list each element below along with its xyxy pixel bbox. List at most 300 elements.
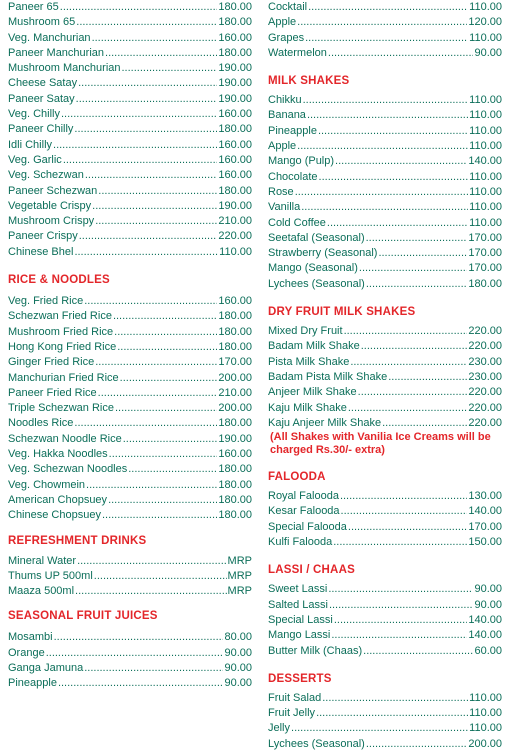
dot-leader	[74, 416, 217, 431]
menu-item-row	[268, 706, 502, 721]
menu-section-starters	[8, 0, 252, 260]
menu-item-name: Grapes	[268, 31, 305, 44]
menu-section-juices	[8, 608, 252, 691]
menu-item-row	[268, 628, 502, 643]
section-title: SEASONAL FRUIT JUICES	[8, 610, 158, 623]
menu-item-row	[268, 355, 502, 370]
menu-item-price: 170.00	[468, 231, 502, 244]
menu-item-name: Badam Milk Shake	[268, 340, 360, 353]
menu-item-row	[8, 646, 252, 661]
dot-leader	[319, 170, 469, 185]
dot-leader	[98, 386, 218, 401]
menu-item-price: 140.00	[468, 505, 502, 518]
dot-leader	[334, 613, 468, 628]
menu-item-row	[268, 385, 502, 400]
menu-item-price: 180.00	[468, 277, 502, 290]
menu-item-price: 160.00	[218, 108, 252, 121]
menu-section-dry-fruit	[268, 304, 502, 457]
menu-item-row	[8, 355, 252, 370]
menu-item-name: American Chopsuey	[8, 493, 108, 506]
menu-item-list	[8, 294, 252, 523]
menu-item-name: Royal Falooda	[268, 490, 339, 503]
dot-leader	[303, 93, 469, 108]
menu-item-name: Paneer 65	[8, 1, 59, 13]
menu-item-price: 90.00	[474, 598, 502, 611]
dot-leader	[340, 489, 467, 504]
menu-item-name: Manchurian Fried Rice	[8, 371, 119, 384]
section-title: DESSERTS	[268, 672, 332, 685]
surcharge-note: (All Shakes with Vanilia Ice Creams will be charged Rs.30/- extra)	[270, 431, 491, 457]
menu-item-name: Mushroom Manchurian	[8, 62, 121, 75]
menu-item-row	[8, 61, 252, 76]
dot-leader	[366, 231, 468, 246]
dot-leader	[98, 184, 217, 199]
menu-item-name: Sweet Lassi	[268, 583, 328, 596]
menu-item-name: Mango (Seasonal)	[268, 262, 358, 275]
dot-leader	[76, 15, 217, 30]
menu-item-row	[8, 401, 252, 416]
menu-item-name: Noodles Rice	[8, 417, 74, 430]
menu-item-name: Strawberry (Seasonal)	[268, 247, 378, 260]
menu-item-price: 180.00	[218, 340, 252, 353]
section-title: MILK SHAKES	[268, 75, 350, 88]
menu-item-name: Pineapple	[268, 124, 317, 137]
menu-item-name: Paneer Crispy	[8, 230, 78, 243]
menu-item-price: 160.00	[218, 448, 252, 461]
menu-item-list	[268, 582, 502, 658]
dot-leader	[76, 92, 218, 107]
menu-item-row	[8, 325, 252, 340]
menu-item-name: Lychees (Seasonal)	[268, 737, 365, 750]
menu-item-price: MRP	[227, 569, 252, 582]
dot-leader	[46, 646, 224, 661]
dot-leader	[363, 644, 473, 659]
menu-item-name: Kaju Anjeer Milk Shake	[268, 416, 382, 429]
menu-item-row	[268, 139, 502, 154]
menu-item-name: Ginger Fried Rice	[8, 356, 95, 369]
menu-item-price: 220.00	[468, 325, 502, 338]
dot-leader	[382, 416, 467, 431]
menu-item-name: Fruit Jelly	[268, 707, 316, 720]
menu-item-price: 110.00	[469, 1, 502, 13]
dot-leader	[378, 246, 467, 261]
menu-item-row	[8, 214, 252, 229]
dot-leader	[74, 122, 217, 137]
menu-item-row	[268, 93, 502, 108]
menu-item-row	[268, 691, 502, 706]
menu-item-row	[268, 582, 502, 597]
menu-item-price: 180.00	[218, 493, 252, 506]
dot-leader	[348, 401, 467, 416]
menu-item-name: Kulfi Falooda	[268, 536, 333, 549]
menu-item-price: 220.00	[468, 340, 502, 353]
menu-item-price: 160.00	[218, 153, 252, 166]
menu-item-row	[268, 46, 502, 61]
menu-item-row	[8, 184, 252, 199]
menu-item-price: 110.00	[469, 31, 502, 44]
dot-leader	[318, 124, 468, 139]
menu-item-row	[268, 644, 502, 659]
menu-item-name: Mineral Water	[8, 554, 77, 567]
menu-item-row	[8, 416, 252, 431]
menu-item-row	[268, 216, 502, 231]
menu-item-price: 110.00	[469, 216, 502, 229]
menu-item-name: Banana	[268, 109, 306, 122]
menu-item-price: 120.00	[468, 16, 502, 29]
menu-item-price: 110.00	[469, 109, 502, 122]
menu-item-price: 160.00	[218, 31, 252, 44]
menu-item-price: 110.00	[469, 707, 502, 720]
menu-item-row	[268, 613, 502, 628]
menu-item-row	[8, 122, 252, 137]
menu-item-row	[8, 138, 252, 153]
dot-leader	[58, 676, 224, 691]
dot-leader	[84, 294, 217, 309]
menu-item-price: 110.00	[219, 245, 252, 258]
dot-leader	[78, 76, 217, 91]
menu-item-price: 180.00	[218, 417, 252, 430]
menu-item-row	[8, 386, 252, 401]
dot-leader	[53, 138, 217, 153]
dot-leader	[102, 508, 217, 523]
menu-item-price: 110.00	[469, 722, 502, 735]
dot-leader	[77, 554, 226, 569]
dot-leader	[305, 31, 468, 46]
menu-item-name: Pineapple	[8, 677, 57, 690]
menu-item-price: 180.00	[218, 463, 252, 476]
menu-item-price: 210.00	[218, 215, 252, 228]
menu-item-row	[8, 478, 252, 493]
dot-leader	[328, 46, 474, 61]
menu-item-row	[8, 309, 252, 324]
menu-item-name: Mushroom Crispy	[8, 215, 95, 228]
menu-item-row	[8, 168, 252, 183]
menu-item-list	[8, 554, 252, 600]
dot-leader	[85, 168, 218, 183]
menu-item-row	[8, 76, 252, 91]
dot-leader	[123, 432, 218, 447]
menu-item-name: Veg. Schezwan	[8, 169, 84, 182]
menu-item-name: Schezwan Noodle Rice	[8, 432, 122, 445]
menu-item-row	[8, 661, 252, 676]
menu-item-price: 180.00	[218, 184, 252, 197]
menu-item-price: 150.00	[468, 536, 502, 549]
menu-section-falooda	[268, 469, 502, 550]
menu-item-price: 190.00	[218, 199, 252, 212]
menu-item-name: Ganga Jamuna	[8, 661, 84, 674]
dot-leader	[115, 401, 217, 416]
menu-item-row	[8, 554, 252, 569]
menu-item-name: Mushroom 65	[8, 16, 76, 29]
menu-item-price: 220.00	[468, 416, 502, 429]
menu-item-name: Mango (Pulp)	[268, 155, 335, 168]
section-title: REFRESHMENT DRINKS	[8, 534, 147, 547]
menu-item-price: 170.00	[218, 356, 252, 369]
menu-item-price: 110.00	[469, 185, 502, 198]
menu-item-name: Fruit Salad	[268, 691, 322, 704]
menu-item-row	[8, 15, 252, 30]
menu-item-row	[268, 401, 502, 416]
menu-item-price: 230.00	[468, 370, 502, 383]
dot-leader	[301, 200, 468, 215]
menu-item-price: 180.00	[218, 46, 252, 59]
dot-leader	[105, 46, 217, 61]
dot-leader	[79, 229, 218, 244]
dot-leader	[61, 107, 217, 122]
menu-item-row	[268, 200, 502, 215]
dot-leader	[86, 478, 217, 493]
menu-item-price: 230.00	[468, 355, 502, 368]
menu-item-price: 160.00	[218, 169, 252, 182]
menu-item-name: Mango Lassi	[268, 629, 331, 642]
menu-item-name: Butter Milk (Chaas)	[268, 644, 363, 657]
menu-item-row	[268, 737, 502, 752]
dot-leader	[54, 630, 224, 645]
menu-item-price: 170.00	[468, 247, 502, 260]
menu-item-price: MRP	[227, 585, 252, 598]
menu-item-price: 160.00	[218, 295, 252, 308]
dot-leader	[297, 15, 467, 30]
menu-item-price: 220.00	[218, 230, 252, 243]
menu-item-name: Mushroom Fried Rice	[8, 325, 114, 338]
dot-leader	[341, 504, 468, 519]
dot-leader	[109, 447, 218, 462]
menu-item-name: Anjeer Milk Shake	[268, 386, 357, 399]
dot-leader	[295, 185, 468, 200]
menu-item-row	[8, 340, 252, 355]
menu-item-row	[268, 721, 502, 736]
dot-leader	[297, 139, 468, 154]
menu-item-row	[268, 31, 502, 46]
menu-item-price: 110.00	[469, 124, 502, 137]
dot-leader	[329, 598, 474, 613]
menu-item-price: 160.00	[218, 138, 252, 151]
menu-item-row	[8, 569, 252, 584]
dot-leader	[128, 462, 217, 477]
dot-leader	[84, 661, 223, 676]
dot-leader	[95, 355, 217, 370]
menu-item-price: 110.00	[469, 140, 502, 153]
menu-item-row	[268, 535, 502, 550]
dot-leader	[344, 324, 468, 339]
menu-item-name: Cocktail	[268, 1, 308, 13]
menu-item-name: Salted Lassi	[268, 598, 328, 611]
menu-section-refreshment	[8, 533, 252, 600]
menu-item-price: 90.00	[474, 46, 502, 59]
menu-item-price: 190.00	[218, 92, 252, 105]
menu-item-price: 220.00	[468, 386, 502, 399]
menu-item-price: 180.00	[218, 1, 252, 13]
menu-item-row	[8, 46, 252, 61]
menu-item-price: 180.00	[218, 123, 252, 136]
menu-item-price: 140.00	[468, 613, 502, 626]
menu-item-price: 110.00	[469, 691, 502, 704]
dot-leader	[95, 214, 217, 229]
menu-item-price: 200.00	[218, 371, 252, 384]
menu-item-row	[8, 31, 252, 46]
menu-section-juices-continued	[268, 0, 502, 61]
dot-leader	[331, 628, 467, 643]
dot-leader	[122, 61, 218, 76]
menu-item-row	[268, 15, 502, 30]
menu-item-row	[8, 0, 252, 15]
menu-item-name: Pista Milk Shake	[268, 355, 350, 368]
dot-leader	[366, 277, 468, 292]
dot-leader	[361, 339, 468, 354]
dot-leader	[74, 245, 218, 260]
menu-item-row	[8, 462, 252, 477]
menu-item-price: 90.00	[224, 677, 252, 690]
menu-item-name: Cold Coffee	[268, 216, 326, 229]
menu-item-row	[268, 231, 502, 246]
menu-item-price: 180.00	[218, 509, 252, 522]
menu-item-name: Seetafal (Seasonal)	[268, 231, 365, 244]
dot-leader	[333, 535, 467, 550]
menu-item-name: Veg. Chowmein	[8, 478, 86, 491]
menu-item-price: 90.00	[224, 646, 252, 659]
menu-item-name: Idli Chilly	[8, 138, 53, 151]
menu-item-name: Jelly	[268, 722, 291, 735]
dot-leader	[307, 108, 468, 123]
dot-leader	[366, 737, 468, 752]
dot-leader	[75, 584, 227, 599]
menu-item-list	[8, 630, 252, 691]
menu-item-name: Paneer Fried Rice	[8, 386, 97, 399]
menu-item-name: Vanilla	[268, 201, 301, 214]
menu-item-price: 180.00	[218, 478, 252, 491]
menu-item-row	[268, 504, 502, 519]
dot-leader	[63, 153, 218, 168]
menu-item-row	[268, 416, 502, 431]
menu-item-name: Veg. Garlic	[8, 153, 62, 166]
menu-item-name: Orange	[8, 646, 45, 659]
dot-leader	[92, 31, 218, 46]
menu-item-price: 170.00	[468, 520, 502, 533]
menu-item-price: 210.00	[218, 386, 252, 399]
menu-item-name: Apple	[268, 16, 297, 29]
menu-item-row	[8, 229, 252, 244]
menu-item-price: 110.00	[469, 170, 502, 183]
menu-item-name: Kesar Falooda	[268, 505, 340, 518]
menu-item-row	[8, 508, 252, 523]
menu-item-row	[268, 598, 502, 613]
menu-item-price: 200.00	[468, 737, 502, 750]
menu-item-row	[268, 124, 502, 139]
menu-item-name: Special Falooda	[268, 520, 347, 533]
menu-item-row	[268, 520, 502, 535]
menu-item-name: Cheese Satay	[8, 77, 78, 90]
section-title: FALOODA	[268, 471, 326, 484]
menu-item-name: Veg. Fried Rice	[8, 295, 84, 308]
menu-item-price: MRP	[227, 554, 252, 567]
menu-item-price: 140.00	[468, 155, 502, 168]
menu-item-row	[268, 261, 502, 276]
menu-item-name: Watermelon	[268, 46, 327, 59]
menu-section-milk-shakes	[268, 73, 502, 292]
menu-item-price: 140.00	[468, 629, 502, 642]
menu-item-row	[8, 630, 252, 645]
menu-item-price: 180.00	[218, 325, 252, 338]
menu-item-name: Paneer Manchurian	[8, 46, 105, 59]
dot-leader	[359, 261, 467, 276]
menu-item-row	[8, 493, 252, 508]
menu-item-row	[8, 107, 252, 122]
dot-leader	[60, 0, 218, 15]
dot-leader	[308, 0, 468, 15]
menu-item-name: Kaju Milk Shake	[268, 401, 347, 414]
dot-leader	[335, 154, 467, 169]
menu-item-price: 220.00	[468, 401, 502, 414]
dot-leader	[113, 309, 217, 324]
menu-item-name: Veg. Manchurian	[8, 31, 91, 44]
dot-leader	[108, 493, 217, 508]
menu-item-price: 180.00	[218, 310, 252, 323]
menu-item-name: Triple Schezwan Rice	[8, 402, 114, 415]
menu-item-row	[8, 447, 252, 462]
menu-item-row	[268, 370, 502, 385]
menu-item-list	[268, 93, 502, 292]
section-title: RICE & NOODLES	[8, 274, 110, 287]
menu-item-price: 200.00	[218, 402, 252, 415]
menu-item-row	[8, 676, 252, 691]
menu-item-list	[268, 324, 502, 431]
dot-leader	[322, 691, 468, 706]
menu-item-price: 190.00	[218, 62, 252, 75]
dot-leader	[114, 325, 217, 340]
dot-leader	[327, 216, 468, 231]
menu-item-name: Chocolate	[268, 170, 318, 183]
menu-section-rice-noodles	[8, 272, 252, 523]
dot-leader	[94, 569, 227, 584]
dot-leader	[328, 582, 473, 597]
menu-item-name: Rose	[268, 185, 294, 198]
menu-item-row	[268, 246, 502, 261]
menu-item-name: Vegetable Crispy	[8, 199, 92, 212]
menu-item-price: 90.00	[224, 661, 252, 674]
menu-item-row	[8, 584, 252, 599]
menu-item-name: Lychees (Seasonal)	[268, 277, 365, 290]
menu-item-name: Veg. Chilly	[8, 108, 60, 121]
dot-leader	[388, 370, 467, 385]
menu-item-row	[268, 0, 502, 15]
dot-leader	[92, 199, 217, 214]
menu-item-name: Mixed Dry Fruit	[268, 325, 343, 338]
menu-item-row	[8, 199, 252, 214]
menu-item-row	[268, 154, 502, 169]
dot-leader	[350, 355, 467, 370]
menu-item-row	[268, 108, 502, 123]
menu-item-row	[8, 245, 252, 260]
menu-item-name: Maaza 500ml	[8, 585, 75, 598]
menu-item-name: Paneer Satay	[8, 92, 75, 105]
menu-section-desserts	[268, 671, 502, 752]
menu-item-price: 90.00	[474, 583, 502, 596]
menu-item-price: 110.00	[469, 201, 502, 214]
menu-item-name: Schezwan Fried Rice	[8, 310, 112, 323]
menu-item-row	[268, 185, 502, 200]
menu-item-row	[8, 294, 252, 309]
menu-item-name: Apple	[268, 140, 297, 153]
dot-leader	[120, 371, 218, 386]
menu-item-row	[8, 92, 252, 107]
section-title: DRY FRUIT MILK SHAKES	[268, 306, 416, 319]
menu-item-list	[268, 489, 502, 550]
menu-item-row	[268, 339, 502, 354]
right-menu-column	[268, 0, 502, 752]
menu-item-price: 170.00	[468, 262, 502, 275]
dot-leader	[358, 385, 468, 400]
menu-item-row	[268, 277, 502, 292]
